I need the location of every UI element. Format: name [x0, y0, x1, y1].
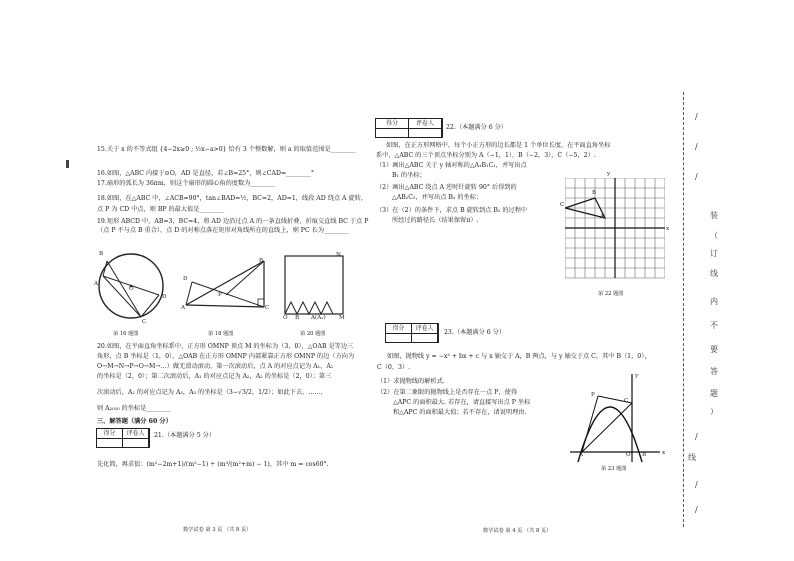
label-P18: P	[218, 292, 222, 298]
side-tick-1: /	[695, 112, 698, 121]
side-char-10: 线	[688, 453, 696, 462]
question-21: 21.（本题满分 5 分）	[154, 432, 216, 439]
question-20-l5: 次滚动后，A₂ 的对应点记为 A₃，A₃ 的坐标是（3−√3/2，1/2）；如此下去，……，	[97, 389, 327, 396]
side-char-1: （	[710, 231, 718, 240]
question-20: 20.如图，在平面直角坐标系中，正方形 OMNP 顶点 M 的坐标为（3，0），△OAB 是等边三	[97, 343, 354, 350]
side-char-9: ）	[710, 407, 718, 416]
question-23-l3: （1）求抛物线的解析式.	[377, 378, 445, 385]
label-B18: B	[259, 258, 264, 264]
caption-18: 第 18 题图	[208, 331, 234, 337]
label-C23: C	[624, 398, 629, 404]
figure-16	[97, 245, 165, 323]
question-22-l7: （3）在（2）的条件下，求点 B 旋转到点 B₂ 的过程中	[376, 207, 528, 214]
question-18-cont: 点 P 为 CD 中点，则 BP 的最大值是________	[97, 206, 225, 213]
label-B23: B	[642, 452, 647, 458]
question-19-cont: （点 P 不与点 B 重合），点 D 的对称点落在矩形对角线所在的直线上，则 PC 长为________	[97, 227, 349, 234]
side-tick-6: /	[695, 505, 698, 514]
question-18: 18.如图，在△ABC 中，∠ACB=90°，tan∠BAD=½，BC=2，AD=1，线段 AD 绕点 A 旋转，	[97, 195, 368, 202]
binding-line	[683, 92, 685, 527]
score-box-23	[385, 323, 439, 343]
side-char-6: 要	[710, 345, 718, 354]
question-20-l3: O→M→N→P→O→M→…）做无滑动滚动，第一次滚动后，点 A 的对应点记为 A₁，A₁	[97, 363, 334, 370]
label-A23: A	[579, 452, 584, 458]
grader-label-22: 评卷人	[409, 119, 442, 137]
question-23-l2: C（0，3）.	[377, 364, 411, 371]
score-label-23: 得分	[386, 324, 412, 342]
side-tick-5: /	[695, 480, 698, 489]
label-y23: y	[635, 373, 639, 379]
question-23-l5: △APC 的面积最大. 若存在，请直接写出点 P 坐标	[393, 399, 531, 406]
label-B20: B	[295, 315, 300, 321]
footer-page-4: 数学试卷 第 4 页 （共 8 页）	[483, 528, 552, 534]
question-19: 19.矩形 ABCD 中，AB=3，BC=4，将 AD 边沿过点 A 的一条直线折叠，折痕交直线 BC 于点 P	[97, 218, 369, 225]
binding-mark	[66, 160, 69, 168]
label-A22: A	[600, 214, 605, 220]
figure-20	[279, 252, 349, 320]
side-char-2: 订	[710, 249, 718, 258]
question-20-l4: 的坐标是（2，0）；第二次滚动后，A₁ 的对应点记为 A₂，A₂ 的坐标是（2，0）；第三	[97, 373, 332, 380]
label-D18: D	[183, 276, 188, 282]
label-O16: O	[129, 286, 134, 292]
side-tick-2: /	[695, 142, 698, 151]
question-22-l6: △AB₂C₂，并写出点 B₂ 的坐标；	[392, 194, 483, 201]
label-x22: x	[666, 226, 670, 232]
question-22-l1: 如图，在正方形网格中，每个小正方形的边长都是 1 个单位长度，在平面直角坐标	[386, 142, 611, 149]
grader-label-23: 评卷人	[412, 324, 438, 342]
label-y22: y	[607, 171, 611, 177]
question-22-l2: 系中，△ABC 的三个顶点坐标分别为 A（−1，1），B（−2，3），C（−5，2）.	[376, 152, 596, 159]
label-O20: O	[283, 315, 288, 321]
label-P23: P	[591, 392, 595, 398]
question-22-l4: B₁ 的坐标；	[392, 172, 426, 179]
question-20-l6: 则 A₂₀₂₀ 的坐标是________	[97, 405, 172, 412]
grader-label: 评卷人	[123, 429, 149, 447]
question-22-l3: （1）画出△ABC 关于 y 轴对称的△A₁B₁C₁，并写出点	[376, 162, 527, 169]
question-22-l5: （2）画出△ABC 绕点 A 逆时针旋转 90° 后得到的	[376, 184, 517, 191]
label-C22: C	[560, 202, 565, 208]
side-char-5: 不	[710, 321, 718, 330]
side-char-7: 答	[710, 367, 718, 376]
caption-22: 第 22 题图	[598, 291, 624, 297]
caption-20: 第 20 题图	[300, 331, 326, 337]
score-box-21	[96, 428, 150, 448]
label-x23: x	[662, 450, 666, 456]
side-char-4: 内	[710, 297, 718, 306]
question-23-l6: 和△APC 的面积最大值；若不存在，请说明理由.	[393, 409, 527, 416]
figure-18	[180, 255, 270, 315]
question-20-l2: 角形，点 B 坐标是（1，0），△OAB 在正方形 OMNP 内部紧靠正方形 OMNP 的边（方向为	[97, 353, 355, 360]
question-23-l1: 如图，抛物线 y = −x² + bx + c 与 x 轴交于 A，B 两点，与 y 轴交于点 C，其中 B（1，0），	[387, 353, 651, 360]
score-label: 得分	[97, 429, 123, 447]
label-B22: B	[592, 190, 597, 196]
score-label-22: 得分	[376, 119, 409, 137]
side-char-0: 装	[710, 211, 718, 220]
figure-22-grid	[565, 178, 665, 282]
label-A18: A	[181, 305, 186, 311]
question-17: 17.扇形的弧长为 36πm，则这个扇形的圆心角的度数为________	[97, 180, 276, 187]
score-box-22	[375, 118, 443, 138]
label-M20: M	[339, 315, 345, 321]
question-23: 23.（本题满分 6 分）	[444, 329, 506, 336]
label-A1-20: A(A₁)	[311, 315, 326, 321]
question-15: 15.关于 x 的不等式组 {4−2x≥0 ; ½x−a>0} 恰有 3 个整数解，则 a 的取值范围是________	[97, 146, 356, 153]
figure-23	[570, 372, 662, 464]
caption-16: 第 16 题图	[113, 331, 139, 337]
label-C18: C	[265, 305, 270, 311]
label-N20: N	[336, 252, 341, 258]
side-char-8: 题	[710, 389, 718, 398]
question-21-body: 先化简，再求值：(m²−2m+1)/(m²−1) ÷ (m³/(m²+m) − 1)，其中 m = cos60°.	[97, 461, 329, 468]
caption-23: 第 23 题图	[601, 466, 627, 472]
question-22-l8: 所经过的路径长（结果保留π）.	[392, 217, 479, 224]
question-23-l4: （2）在第二象限的抛物线上是否存在一点 P，使得	[377, 389, 518, 396]
label-C16: C	[142, 319, 147, 325]
label-D16: D	[162, 294, 167, 300]
label-A16: A	[94, 281, 99, 287]
footer-page-3: 数学试卷 第 3 页 （共 8 页）	[183, 527, 252, 533]
label-O23: O	[626, 452, 631, 458]
label-B16: B	[99, 251, 104, 257]
side-tick-3: /	[695, 172, 698, 181]
question-16: 16.如图，△ABC 内接于⊙O，AD 是直径，若∠B=25°，则∠CAD=________°	[97, 170, 314, 177]
side-char-3: 线	[710, 269, 718, 278]
section-3-heading: 三、解答题（满分 60 分）	[97, 418, 172, 425]
side-tick-4: /	[695, 432, 698, 441]
question-22: 22.（本题满分 6 分）	[446, 124, 508, 131]
